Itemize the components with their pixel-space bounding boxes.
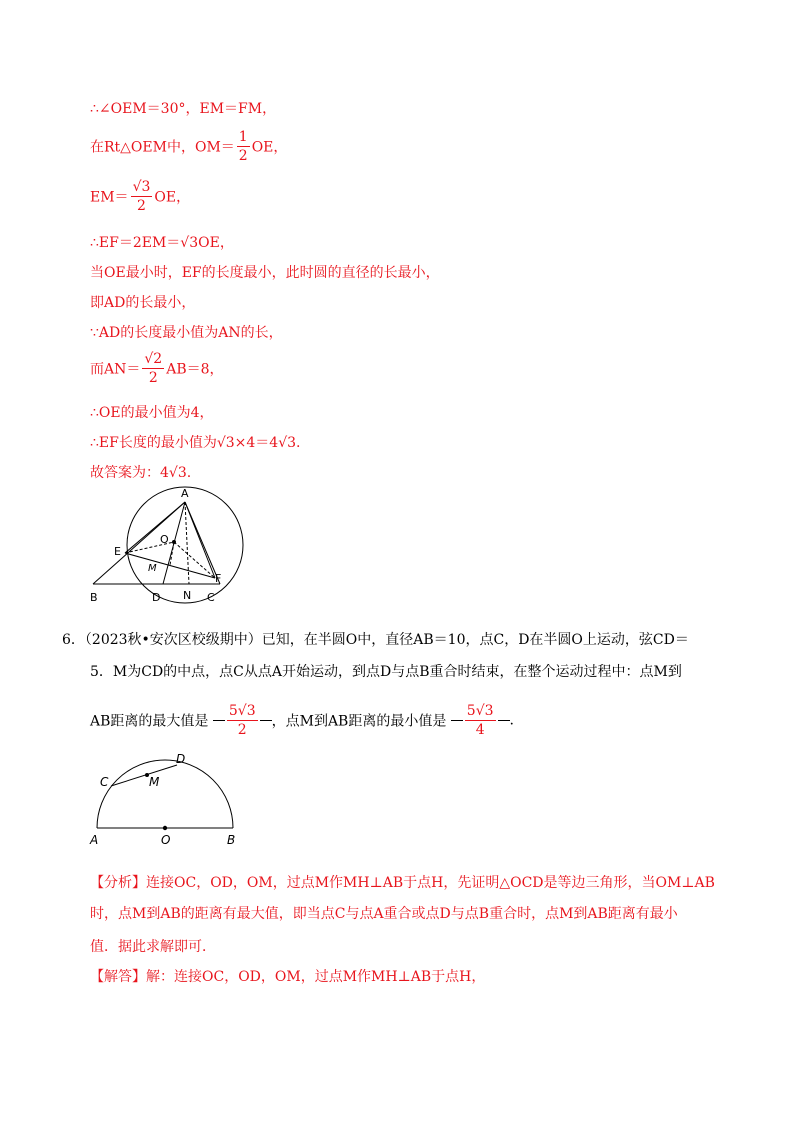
problem-6-line-3: AB距离的最大值是 $\frac{5√3}{2}$ ，点M到AB距离的最小值是 $\frac{5√3}{4}$ .: [90, 703, 514, 738]
point-label-C: C: [207, 591, 215, 604]
solution-line-9: ∴OE的最小值为4，: [90, 405, 214, 421]
point-label-D: D: [152, 591, 161, 604]
point-label-D: D: [176, 752, 186, 766]
analysis-line-2: 时，点M到AB的距离有最大值，即当点C与点A重合或点D与点B重合时，点M到AB距离有最小: [90, 906, 678, 922]
point-label-C: C: [100, 775, 109, 789]
problem-6-line-2: 5．M为CD的中点，点C从点A开始运动，到点D与点B重合时结束，在整个运动过程中：点M到: [90, 664, 682, 680]
solution-line-4: ∴EF＝2EM＝√3OE，: [90, 235, 234, 251]
fraction-root2-over-2: $\frac{√2}{2}$: [144, 351, 163, 386]
point-label-A: A: [90, 833, 99, 847]
point-label-B: B: [90, 591, 98, 604]
solution-line-2: 在Rt△OEM中，OM＝ $\frac{1}{2}$ OE，: [90, 129, 288, 164]
solution-line-3: EM＝ $\frac{√3}{2}$ OE，: [90, 179, 191, 214]
fraction-one-half: $\frac{1}{2}$: [238, 129, 248, 164]
point-label-N: N: [183, 589, 192, 602]
point-label-O: O: [160, 533, 169, 546]
analysis-line-1: 【分析】连接OC，OD，OM，过点M作MH⊥AB于点H，先证明△OCD是等边三角形，当OM⊥AB: [90, 875, 715, 891]
solution-line-1: ∴∠OEM＝30°，EM＝FM，: [90, 101, 277, 117]
problem-6-line-1: 6．（2023秋•安次区校级期中）已知，在半圆O中，直径AB＝10，点C，D在半圆O上运动，弦CD＝: [62, 632, 689, 648]
solution-line-6: 即AD的长最小，: [90, 295, 196, 311]
answer-2-fraction: $\frac{5√3}{4}$: [466, 703, 494, 738]
solution-line-7: ∵AD的长度最小值为AN的长，: [90, 325, 283, 341]
analysis-line-3: 值．据此求解即可．: [90, 939, 216, 955]
point-label-M: M: [149, 775, 160, 789]
geometry-figure-circle: [85, 485, 245, 610]
solution-line-1: 【解答】解：连接OC，OD，OM，过点M作MH⊥AB于点H，: [90, 969, 486, 985]
point-label-E: E: [114, 545, 121, 558]
point-label-A: A: [181, 487, 189, 500]
point-label-F: F: [215, 572, 222, 585]
answer-1-fraction: $\frac{5√3}{2}$: [228, 703, 256, 738]
point-label-B: B: [227, 833, 236, 847]
point-label-M: M: [148, 563, 157, 574]
solution-line-5: 当OE最小时，EF的长度最小，此时圆的直径的长最小，: [90, 265, 440, 281]
point-label-O: O: [161, 833, 171, 847]
geometry-figure-semicircle: [85, 748, 245, 848]
fraction-root3-over-2: $\frac{√3}{2}$: [132, 179, 151, 214]
solution-line-10: ∴EF长度的最小值为√3×4＝4√3.: [90, 435, 301, 451]
solution-line-8: 而AN＝ $\frac{√2}{2}$ AB＝8，: [90, 351, 224, 386]
solution-line-11: 故答案为：4√3.: [90, 465, 192, 481]
